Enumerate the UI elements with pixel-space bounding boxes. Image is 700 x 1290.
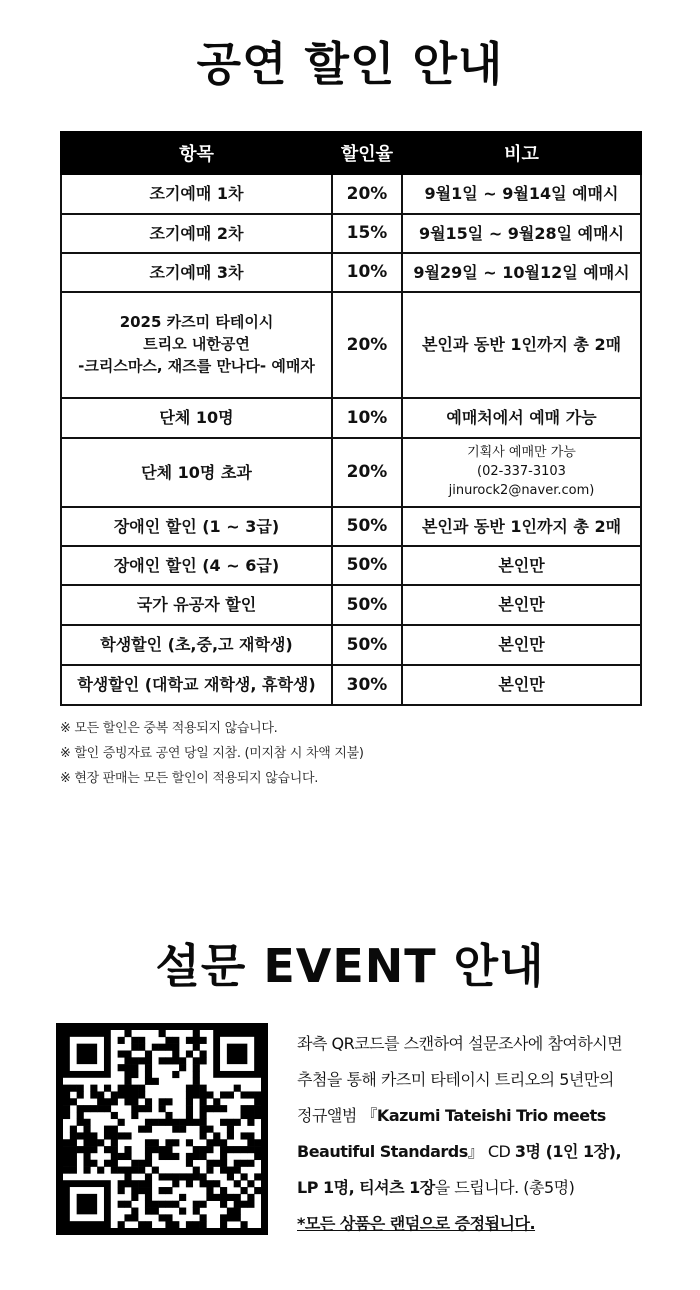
survey-text [297, 1026, 677, 1242]
rate-cell: 50% [332, 507, 402, 546]
note-cell: 예매처에서 예매 가능 [402, 398, 641, 438]
survey-line: 추첨을 통해 카즈미 타테이시 트리오의 5년만의 [297, 1070, 614, 1089]
table-row [61, 438, 641, 507]
note-cell: 본인과 동반 1인까지 총 2매 [402, 507, 641, 546]
header-rate: 할인율 [332, 132, 402, 174]
survey-line: Beautiful Standards』 CD 3명 (1인 1장), [297, 1142, 622, 1161]
qr-code-icon[interactable] [56, 1023, 268, 1235]
header-note: 비고 [402, 132, 641, 174]
qr-code-icon [56, 1023, 268, 1235]
item-cell: 2025 카즈미 타테이시 트리오 내한공연 -크리스마스, 재즈를 만나다- 예매자 [61, 292, 332, 398]
table-row [61, 398, 641, 438]
discount-title: 공연 할인 안내 [196, 37, 504, 91]
note-cell: 9월15일 ~ 9월28일 예매시 [402, 214, 641, 253]
table-row [61, 546, 641, 585]
table-row [61, 253, 641, 292]
table-row [61, 665, 641, 705]
note-cell: 본인과 동반 1인까지 총 2매 [402, 292, 641, 398]
rate-cell: 10% [332, 398, 402, 438]
note-cell: 본인만 [402, 665, 641, 705]
notes [60, 716, 364, 791]
item-cell: 조기예매 2차 [61, 214, 332, 253]
rate-cell: 15% [332, 214, 402, 253]
item-cell: 장애인 할인 (1 ~ 3급) [61, 507, 332, 546]
item-cell: 학생할인 (초,중,고 재학생) [61, 625, 332, 665]
survey-line: *모든 상품은 랜덤으로 증정됩니다. [297, 1214, 536, 1233]
note-cell: 본인만 [402, 585, 641, 625]
rate-cell: 20% [332, 174, 402, 214]
rate-cell: 50% [332, 585, 402, 625]
note-cell: 9월29일 ~ 10월12일 예매시 [402, 253, 641, 292]
table-row [61, 585, 641, 625]
rate-cell: 30% [332, 665, 402, 705]
survey-title: 설문 EVENT 안내 [155, 939, 545, 993]
note-cell: 본인만 [402, 625, 641, 665]
survey-line: LP 1명, 티셔츠 1장을 드립니다. (총5명) [297, 1178, 575, 1197]
rate-cell: 20% [332, 438, 402, 507]
note-line: ※ 현장 판매는 모든 할인이 적용되지 않습니다. [60, 771, 319, 786]
item-cell: 단체 10명 [61, 398, 332, 438]
rate-cell: 10% [332, 253, 402, 292]
item-cell: 장애인 할인 (4 ~ 6급) [61, 546, 332, 585]
table-row [61, 214, 641, 253]
table-row [61, 625, 641, 665]
rate-cell: 20% [332, 292, 402, 398]
note-line: ※ 할인 증빙자료 공연 당일 지참. (미지참 시 차액 지불) [60, 746, 364, 761]
item-cell: 조기예매 3차 [61, 253, 332, 292]
table-header-row [61, 132, 641, 174]
item-cell: 국가 유공자 할인 [61, 585, 332, 625]
note-cell: 본인만 [402, 546, 641, 585]
discount-table [60, 131, 642, 706]
survey-line: 정규앨범 『Kazumi Tateishi Trio meets [297, 1106, 606, 1125]
table-row [61, 292, 641, 398]
item-cell: 학생할인 (대학교 재학생, 휴학생) [61, 665, 332, 705]
header-item: 항목 [61, 132, 332, 174]
item-cell: 단체 10명 초과 [61, 438, 332, 507]
item-cell: 조기예매 1차 [61, 174, 332, 214]
rate-cell: 50% [332, 625, 402, 665]
survey-line: 좌측 QR코드를 스캔하여 설문조사에 참여하시면 [297, 1034, 623, 1053]
table-row [61, 174, 641, 214]
note-cell: 9월1일 ~ 9월14일 예매시 [402, 174, 641, 214]
rate-cell: 50% [332, 546, 402, 585]
note-cell: 기획사 예매만 가능 (02-337-3103 jinurock2@naver.com) [402, 438, 641, 507]
note-line: ※ 모든 할인은 중복 적용되지 않습니다. [60, 721, 278, 736]
table-row [61, 507, 641, 546]
